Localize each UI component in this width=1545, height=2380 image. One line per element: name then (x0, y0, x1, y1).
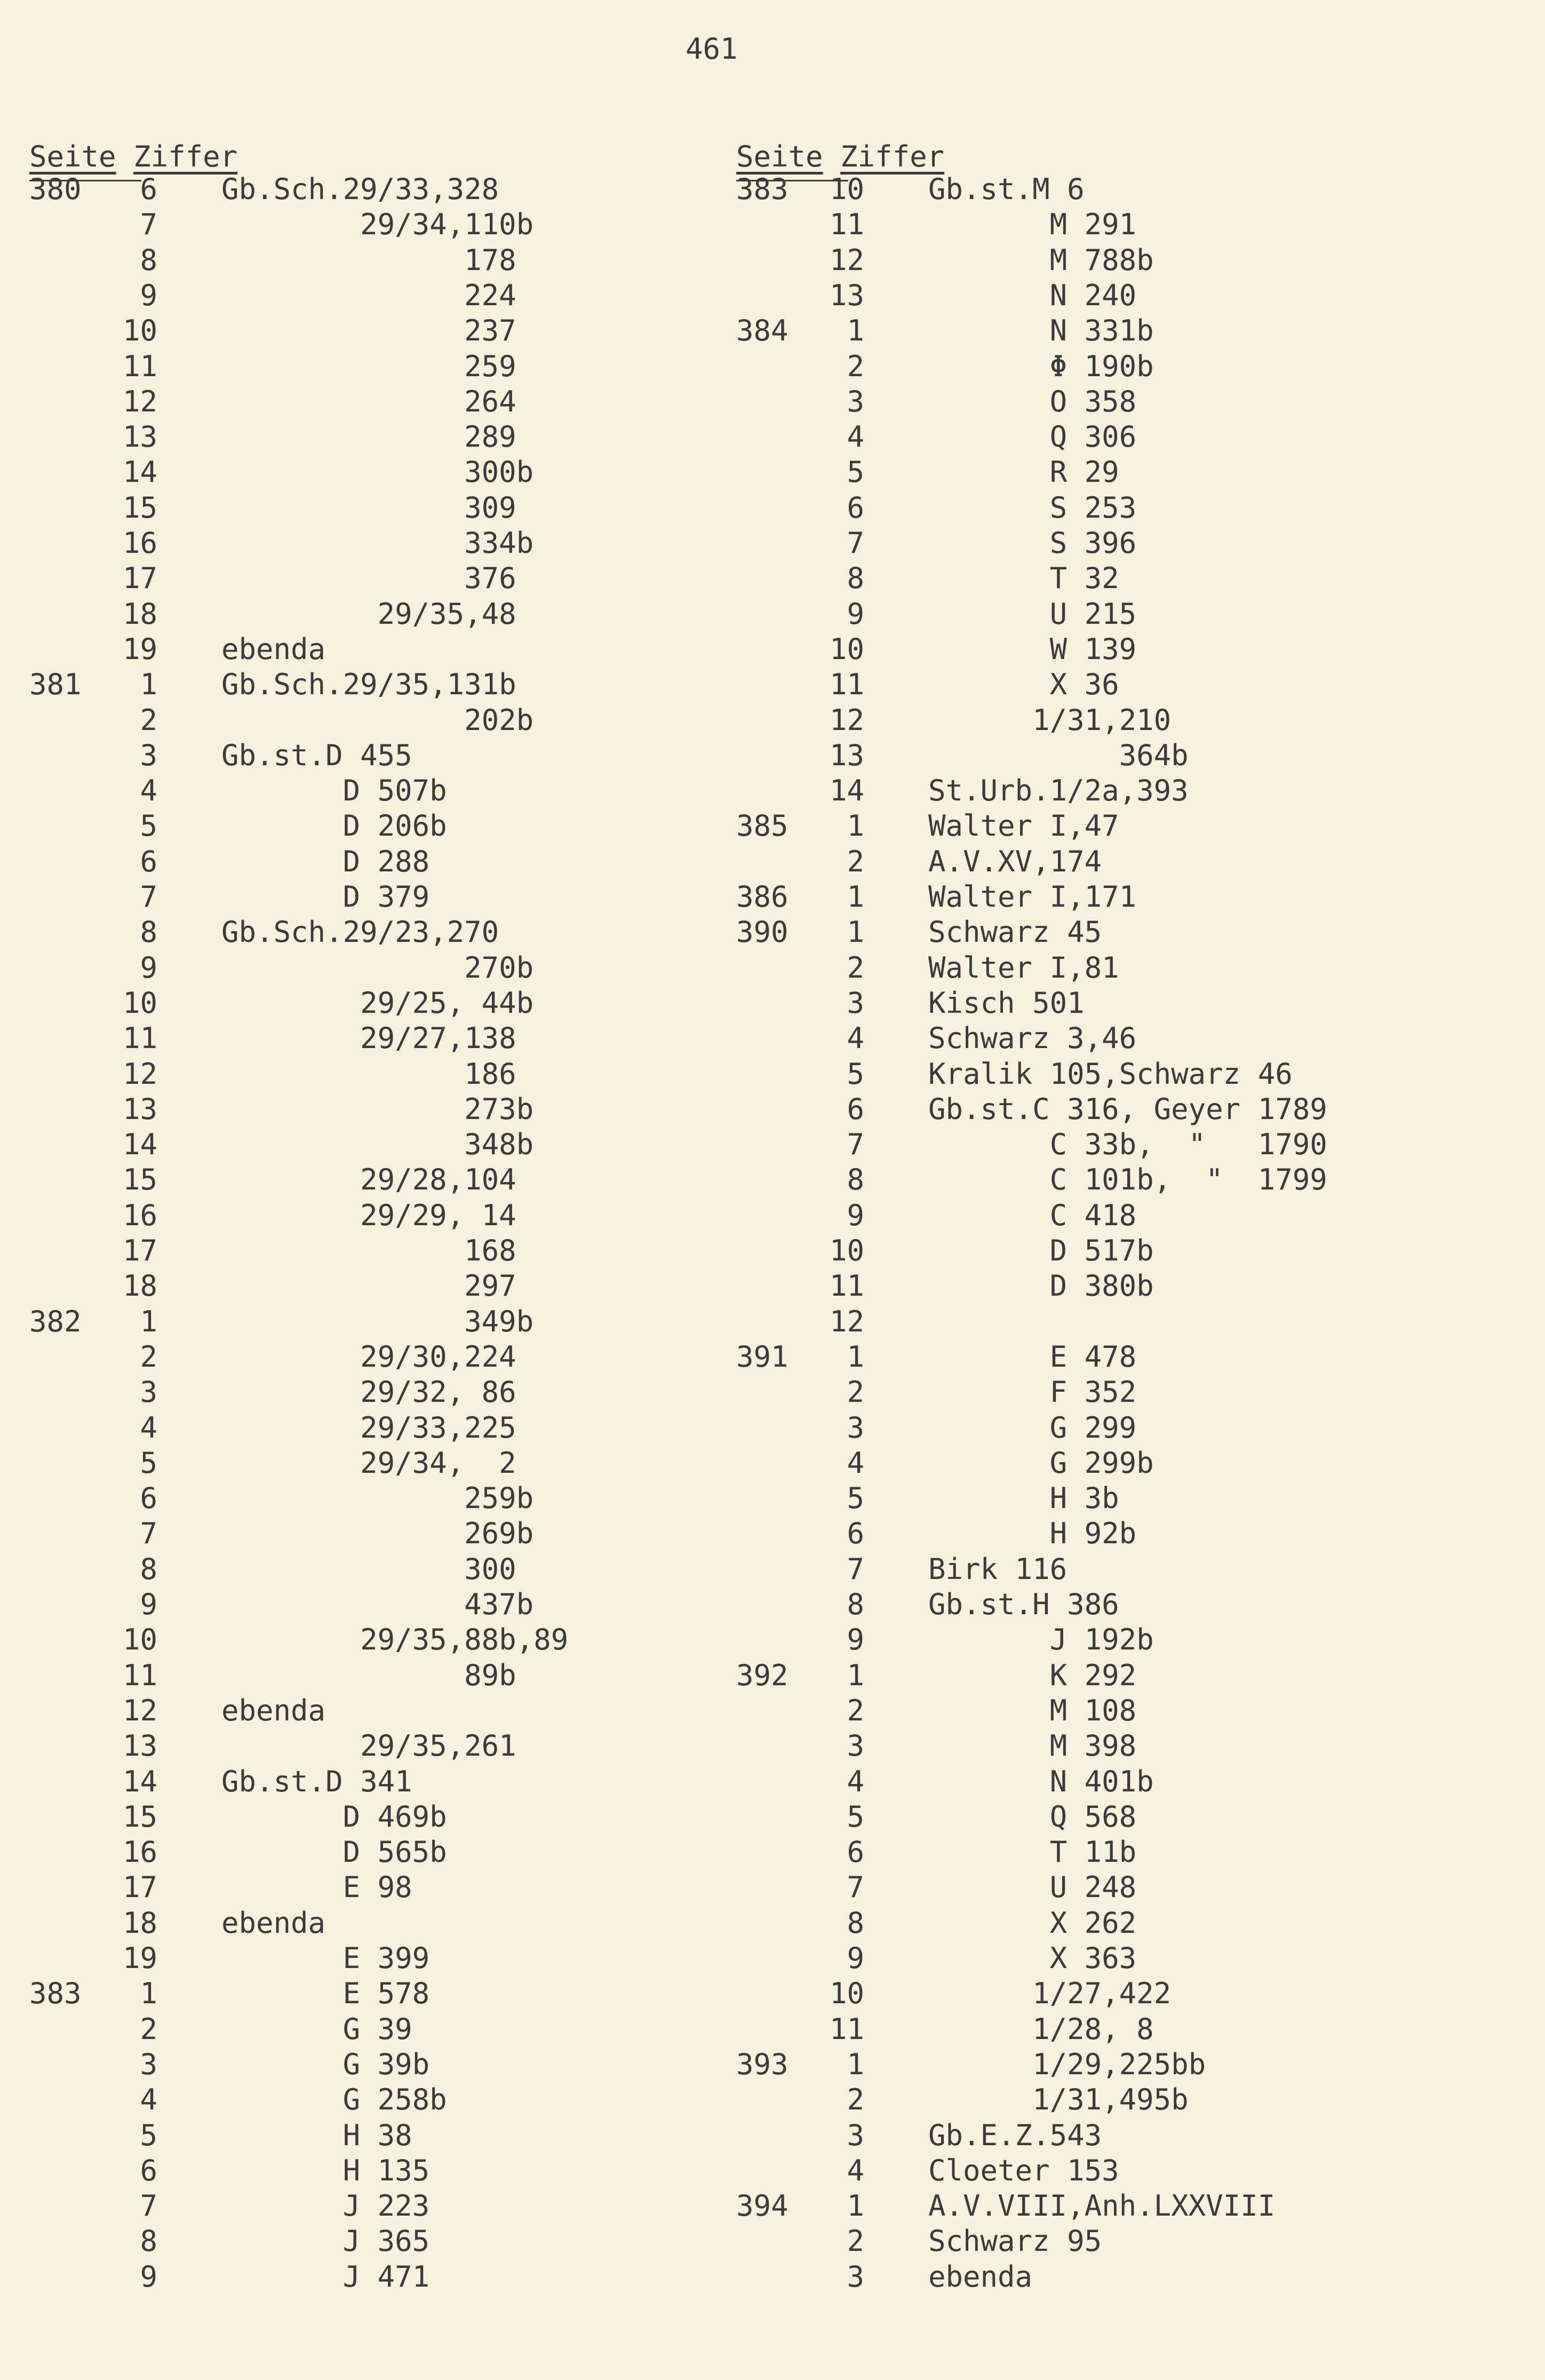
ziffer-number: 1 (847, 809, 864, 843)
ziffer-number: 16 (122, 1835, 157, 1869)
reference-text: Φ 190b (928, 349, 1154, 383)
seite-header: Seite (736, 140, 823, 173)
ziffer-number: 17 (122, 561, 157, 596)
reference-text: W 139 (928, 632, 1137, 666)
ziffer-number: 2 (847, 1375, 864, 1409)
reference-text: 29/34, 2 (221, 1446, 516, 1480)
reference-text: 376 (221, 561, 516, 596)
ziffer-number: 2 (847, 1693, 864, 1727)
ziffer-number: 13 (122, 1092, 157, 1126)
ziffer-number: 10 (122, 986, 157, 1020)
ziffer-number: 11 (122, 1658, 157, 1692)
reference-text: 29/29, 14 (221, 1198, 516, 1232)
ziffer-number: 3 (140, 738, 157, 772)
reference-text: Gb.st.H 386 (928, 1588, 1119, 1621)
ziffer-number: 1 (140, 1304, 157, 1338)
ziffer-number: 7 (140, 2189, 157, 2223)
ziffer-number: 7 (847, 1128, 864, 1162)
ziffer-number: 10 (829, 1977, 864, 2011)
reference-text: 297 (221, 1269, 516, 1303)
reference-text: 237 (221, 314, 516, 348)
ziffer-number: 9 (140, 1588, 157, 1621)
reference-text: 264 (221, 384, 516, 418)
ziffer-number: 17 (122, 1870, 157, 1905)
ziffer-number: 13 (122, 420, 157, 454)
ziffer-number: 7 (847, 526, 864, 560)
ziffer-number: 8 (140, 2224, 157, 2258)
seite-number: 386 (736, 880, 789, 914)
reference-text: Schwarz 95 (928, 2224, 1102, 2258)
reference-text: 300b (221, 455, 534, 489)
ziffer-number: 4 (847, 1021, 864, 1056)
ziffer-number: 1 (847, 915, 864, 949)
ziffer-number: 6 (140, 1481, 157, 1516)
seite-number: 383 (736, 172, 789, 206)
ziffer-number: 2 (847, 349, 864, 383)
left-column-header (29, 140, 237, 173)
ziffer-number: 19 (122, 632, 157, 666)
ziffer-number: 9 (847, 597, 864, 631)
reference-text: H 92b (928, 1517, 1137, 1551)
ziffer-number: 7 (140, 1517, 157, 1551)
ziffer-number: 3 (847, 1410, 864, 1445)
reference-text: F 352 (928, 1375, 1137, 1409)
reference-text: 29/30,224 (221, 1339, 516, 1374)
reference-text: Gb.st.D 341 (221, 1764, 412, 1798)
ziffer-number: 6 (847, 490, 864, 525)
reference-text: Gb.E.Z.543 (928, 2118, 1102, 2152)
ziffer-number: 6 (140, 2153, 157, 2187)
seite-number: 390 (736, 915, 789, 949)
reference-text: 29/34,110b (221, 208, 534, 242)
reference-text: ebenda (221, 632, 326, 666)
reference-text: Q 306 (928, 420, 1137, 454)
ziffer-number: 6 (140, 844, 157, 878)
reference-text: G 39b (221, 2047, 430, 2081)
reference-text: 289 (221, 420, 516, 454)
ziffer-number: 6 (847, 1517, 864, 1551)
ziffer-number: 7 (140, 208, 157, 242)
ziffer-number: 5 (847, 455, 864, 489)
reference-text: X 262 (928, 1906, 1137, 1940)
ziffer-number: 9 (847, 1198, 864, 1232)
reference-text: 29/25, 44b (221, 986, 534, 1020)
ziffer-number: 12 (829, 1304, 864, 1338)
reference-text: Walter I,81 (928, 950, 1119, 985)
reference-text: U 215 (928, 597, 1137, 631)
reference-text: 89b (221, 1658, 516, 1692)
reference-text: D 517b (928, 1234, 1154, 1267)
ziffer-number: 1 (847, 1658, 864, 1692)
reference-text: Walter I,47 (928, 809, 1119, 843)
reference-text: 186 (221, 1057, 516, 1091)
reference-text: 300 (221, 1552, 516, 1586)
reference-text: G 299 (928, 1410, 1137, 1445)
ziffer-number: 12 (122, 1693, 157, 1727)
seite-number: 380 (29, 172, 82, 206)
reference-text: G 258b (221, 2083, 447, 2117)
reference-text: D 565b (221, 1835, 447, 1869)
ziffer-number: 2 (140, 2012, 157, 2046)
reference-text: ebenda (928, 2259, 1033, 2294)
reference-text: M 788b (928, 243, 1154, 277)
ziffer-number: 7 (847, 1870, 864, 1905)
ziffer-number: 9 (140, 2259, 157, 2294)
reference-text: 202b (221, 703, 534, 737)
ziffer-number: 10 (122, 314, 157, 348)
seite-header: Seite (29, 140, 116, 173)
ziffer-number: 11 (829, 668, 864, 702)
reference-text: Gb.Sch.29/23,270 (221, 915, 499, 949)
reference-text: O 358 (928, 384, 1137, 418)
reference-text: 1/28, 8 (928, 2012, 1154, 2046)
ziffer-number: 2 (847, 844, 864, 878)
reference-text: S 396 (928, 526, 1137, 560)
reference-text: Gb.st.D 455 (221, 738, 412, 772)
ziffer-number: 5 (847, 1799, 864, 1834)
reference-text: U 248 (928, 1870, 1137, 1905)
ziffer-number: 8 (847, 1163, 864, 1197)
reference-text: D 379 (221, 880, 430, 914)
seite-number: 384 (736, 314, 789, 348)
ziffer-number: 12 (122, 384, 157, 418)
reference-text: J 192b (928, 1623, 1154, 1657)
reference-text: 29/35,261 (221, 1729, 516, 1763)
reference-text: 29/35,48 (221, 597, 516, 631)
ziffer-number: 4 (140, 1410, 157, 1445)
seite-number: 381 (29, 668, 82, 702)
reference-text: 1/27,422 (928, 1977, 1172, 2011)
ziffer-number: 6 (847, 1835, 864, 1869)
ziffer-number: 9 (847, 1623, 864, 1657)
reference-text: 273b (221, 1092, 534, 1126)
reference-text: Gb.st.C 316, Geyer 1789 (928, 1092, 1327, 1126)
reference-text: J 223 (221, 2189, 430, 2223)
ziffer-header: Ziffer (840, 140, 945, 173)
reference-text: C 101b, " 1799 (928, 1163, 1327, 1197)
ziffer-number: 12 (829, 703, 864, 737)
ziffer-number: 5 (140, 1446, 157, 1480)
ziffer-number: 2 (847, 2224, 864, 2258)
ziffer-number: 3 (140, 2047, 157, 2081)
ziffer-number: 4 (847, 2153, 864, 2187)
ziffer-number: 14 (122, 455, 157, 489)
ziffer-number: 2 (140, 703, 157, 737)
ziffer-number: 2 (140, 1339, 157, 1374)
reference-text: ebenda (221, 1906, 326, 1940)
ziffer-number: 2 (847, 950, 864, 985)
ziffer-number: 7 (140, 880, 157, 914)
reference-text: D 206b (221, 809, 447, 843)
ziffer-number: 6 (140, 172, 157, 206)
reference-text: H 135 (221, 2153, 430, 2187)
reference-text: 309 (221, 490, 516, 525)
ziffer-number: 3 (847, 384, 864, 418)
reference-text: Schwarz 3,46 (928, 1021, 1137, 1056)
ziffer-number: 11 (829, 208, 864, 242)
reference-text: Gb.Sch.29/35,131b (221, 668, 516, 702)
reference-text: A.V.VIII,Anh.LXXVIII (928, 2189, 1276, 2223)
ziffer-number: 8 (847, 561, 864, 596)
reference-text: N 240 (928, 278, 1137, 312)
reference-text: N 401b (928, 1764, 1154, 1798)
reference-text: 29/35,88b,89 (221, 1623, 569, 1657)
seite-number: 391 (736, 1339, 789, 1374)
ziffer-number: 8 (140, 243, 157, 277)
page-number: 461 (686, 32, 738, 66)
ziffer-number: 5 (140, 809, 157, 843)
ziffer-number: 17 (122, 1234, 157, 1267)
ziffer-number: 1 (847, 1339, 864, 1374)
ziffer-number: 4 (847, 420, 864, 454)
reference-text: E 478 (928, 1339, 1137, 1374)
ziffer-number: 10 (829, 1234, 864, 1267)
reference-text: Birk 116 (928, 1552, 1068, 1586)
ziffer-number: 14 (122, 1764, 157, 1798)
reference-text: E 399 (221, 1941, 430, 1975)
ziffer-number: 18 (122, 1269, 157, 1303)
ziffer-number: 6 (847, 1092, 864, 1126)
reference-text: Walter I,171 (928, 880, 1137, 914)
reference-text: C 418 (928, 1198, 1137, 1232)
reference-text: C 33b, " 1790 (928, 1128, 1327, 1162)
ziffer-number: 4 (140, 2083, 157, 2117)
ziffer-number: 8 (140, 915, 157, 949)
ziffer-number: 1 (847, 880, 864, 914)
ziffer-number: 12 (122, 1057, 157, 1091)
reference-text: G 39 (221, 2012, 412, 2046)
reference-text: M 398 (928, 1729, 1137, 1763)
ziffer-number: 3 (847, 1729, 864, 1763)
reference-text: 178 (221, 243, 516, 277)
reference-text: D 507b (221, 774, 447, 808)
reference-text: Kisch 501 (928, 986, 1085, 1020)
ziffer-number: 11 (829, 2012, 864, 2046)
ziffer-number: 4 (847, 1446, 864, 1480)
ziffer-number: 1 (847, 2047, 864, 2081)
reference-text: 29/33,225 (221, 1410, 516, 1445)
ziffer-number: 4 (847, 1764, 864, 1798)
ziffer-number: 18 (122, 597, 157, 631)
reference-text: J 365 (221, 2224, 430, 2258)
reference-text: Gb.Sch.29/33,328 (221, 172, 499, 206)
reference-text: D 288 (221, 844, 430, 878)
seite-number: 385 (736, 809, 789, 843)
reference-text: N 331b (928, 314, 1154, 348)
ziffer-number: 15 (122, 490, 157, 525)
reference-text: M 291 (928, 208, 1137, 242)
reference-text: Q 568 (928, 1799, 1137, 1834)
ziffer-number: 15 (122, 1163, 157, 1197)
seite-number: 382 (29, 1304, 82, 1338)
ziffer-number: 2 (847, 2083, 864, 2117)
ziffer-number: 15 (122, 1799, 157, 1834)
seite-number: 394 (736, 2189, 789, 2223)
reference-text: G 299b (928, 1446, 1154, 1480)
ziffer-header: Ziffer (133, 140, 238, 173)
reference-text: J 471 (221, 2259, 430, 2294)
ziffer-number: 5 (847, 1481, 864, 1516)
reference-text: 29/27,138 (221, 1021, 516, 1056)
reference-text: D 469b (221, 1799, 447, 1834)
ziffer-number: 16 (122, 526, 157, 560)
reference-text: T 32 (928, 561, 1119, 596)
reference-text: E 98 (221, 1870, 412, 1905)
reference-text: S 253 (928, 490, 1137, 525)
reference-text: Kralik 105,Schwarz 46 (928, 1057, 1293, 1091)
reference-text: 1/31,495b (928, 2083, 1189, 2117)
ziffer-number: 7 (847, 1552, 864, 1586)
reference-text: 259b (221, 1481, 534, 1516)
reference-text: ebenda (221, 1693, 326, 1727)
ziffer-number: 11 (829, 1269, 864, 1303)
ziffer-number: 8 (847, 1906, 864, 1940)
reference-text: D 380b (928, 1269, 1154, 1303)
reference-text: St.Urb.1/2a,393 (928, 774, 1189, 808)
ziffer-number: 9 (140, 278, 157, 312)
ziffer-number: 1 (140, 1977, 157, 2011)
ziffer-number: 3 (847, 2118, 864, 2152)
ziffer-number: 1 (847, 2189, 864, 2223)
reference-text: 29/28,104 (221, 1163, 516, 1197)
ziffer-number: 3 (140, 1375, 157, 1409)
ziffer-number: 4 (140, 774, 157, 808)
reference-text: M 108 (928, 1693, 1137, 1727)
reference-text: 224 (221, 278, 516, 312)
ziffer-number: 9 (847, 1941, 864, 1975)
reference-text: 168 (221, 1234, 516, 1267)
reference-text: 259 (221, 349, 516, 383)
reference-text: Gb.st.M 6 (928, 172, 1085, 206)
reference-text: 349b (221, 1304, 534, 1338)
reference-text: T 11b (928, 1835, 1137, 1869)
ziffer-number: 3 (847, 986, 864, 1020)
ziffer-number: 8 (847, 1588, 864, 1621)
ziffer-number: 9 (140, 950, 157, 985)
ziffer-number: 13 (829, 278, 864, 312)
reference-text: Schwarz 45 (928, 915, 1102, 949)
ziffer-number: 5 (140, 2118, 157, 2152)
seite-number: 383 (29, 1977, 82, 2011)
reference-text: A.V.XV,174 (928, 844, 1102, 878)
reference-text: H 38 (221, 2118, 412, 2152)
ziffer-number: 18 (122, 1906, 157, 1940)
reference-text: 269b (221, 1517, 534, 1551)
reference-text: H 3b (928, 1481, 1119, 1516)
ziffer-number: 13 (829, 738, 864, 772)
right-column-header (736, 140, 944, 173)
seite-number: 392 (736, 1658, 789, 1692)
reference-text: 270b (221, 950, 534, 985)
seite-number: 393 (736, 2047, 789, 2081)
ziffer-number: 19 (122, 1941, 157, 1975)
ziffer-number: 16 (122, 1198, 157, 1232)
ziffer-number: 8 (140, 1552, 157, 1586)
ziffer-number: 14 (122, 1128, 157, 1162)
ziffer-number: 1 (140, 668, 157, 702)
ziffer-number: 10 (829, 632, 864, 666)
ziffer-number: 11 (122, 349, 157, 383)
ziffer-number: 10 (829, 172, 864, 206)
reference-text: 29/32, 86 (221, 1375, 516, 1409)
reference-text: R 29 (928, 455, 1119, 489)
ziffer-number: 11 (122, 1021, 157, 1056)
reference-text: X 363 (928, 1941, 1137, 1975)
reference-text: 1/29,225bb (928, 2047, 1206, 2081)
reference-text: 364b (928, 738, 1189, 772)
reference-text: X 36 (928, 668, 1119, 702)
ziffer-number: 13 (122, 1729, 157, 1763)
ziffer-number: 12 (829, 243, 864, 277)
reference-text: 348b (221, 1128, 534, 1162)
reference-text: K 292 (928, 1658, 1137, 1692)
reference-text: 334b (221, 526, 534, 560)
reference-text: Cloeter 153 (928, 2153, 1119, 2187)
reference-text: 437b (221, 1588, 534, 1621)
ziffer-number: 3 (847, 2259, 864, 2294)
ziffer-number: 10 (122, 1623, 157, 1657)
ziffer-number: 14 (829, 774, 864, 808)
ziffer-number: 5 (847, 1057, 864, 1091)
reference-text: 1/31,210 (928, 703, 1172, 737)
reference-text: E 578 (221, 1977, 430, 2011)
ziffer-number: 1 (847, 314, 864, 348)
